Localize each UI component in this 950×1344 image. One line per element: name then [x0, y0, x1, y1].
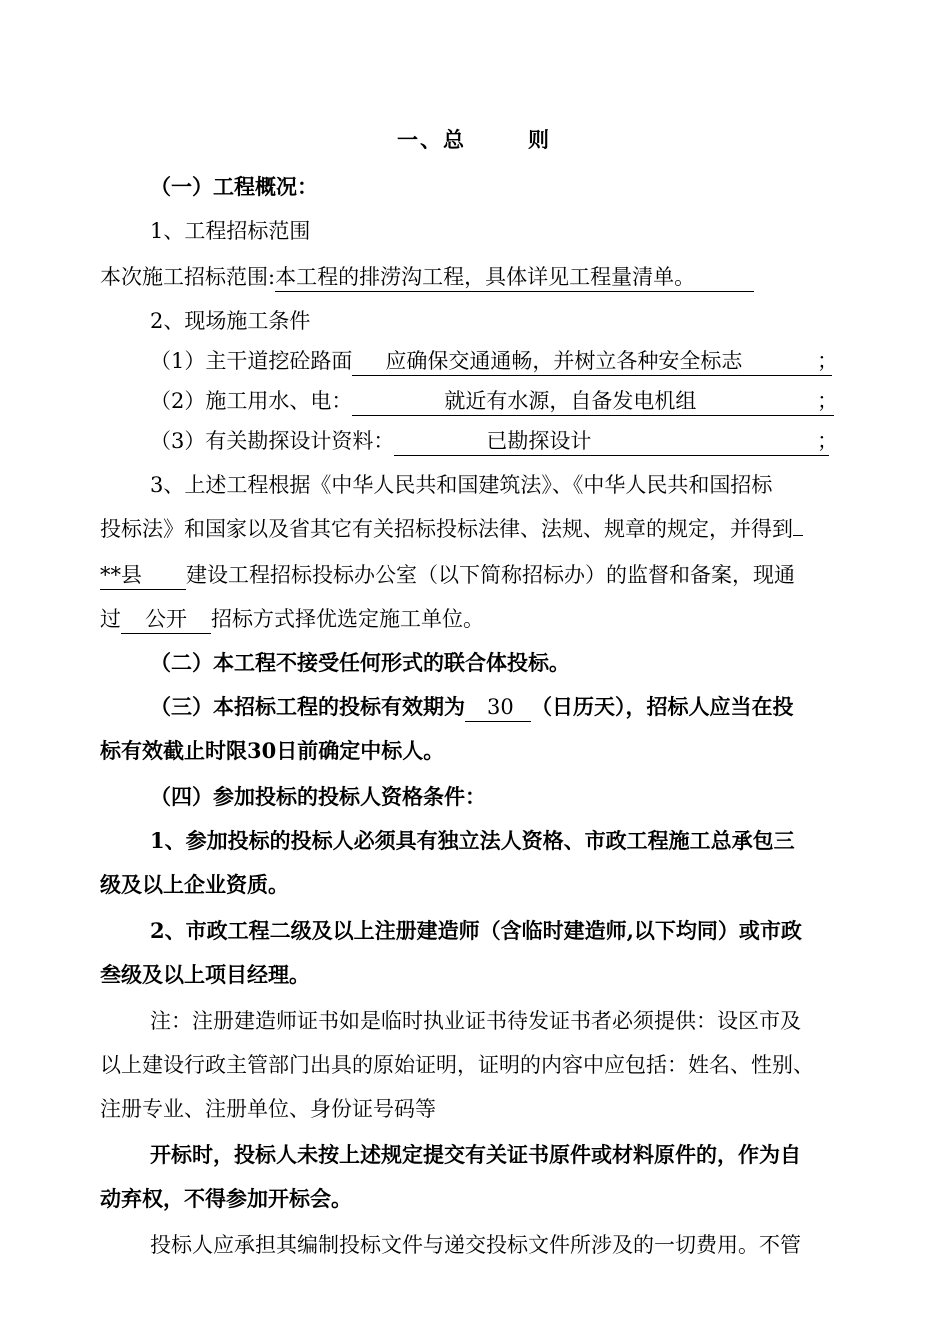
- item3-line3: **县 建设工程招标投标办公室（以下简称招标办）的监督和备案，现通: [100, 560, 795, 590]
- validity-days-field: 30: [465, 693, 531, 722]
- section-title-part1: 一、总: [397, 127, 466, 152]
- condition-1-value: 应确保交通通畅，并树立各种安全标志 ；: [352, 347, 832, 376]
- requirement-2-line1: 2、市政工程二级及以上注册建造师（含临时建造师,以下均同）或市政: [150, 918, 802, 943]
- item3-line2: 投标法》和国家以及省其它有关招标投标法律、法规、规章的规定，并得到: [100, 514, 803, 544]
- cost-line1: 投标人应承担其编制投标文件与递交投标文件所涉及的一切费用。不管: [150, 1233, 801, 1257]
- note-line1: 注：注册建造师证书如是临时执业证书待发证书者必须提供：设区市及: [150, 1009, 801, 1033]
- requirement-1-line2: 级及以上企业资质。: [100, 872, 289, 897]
- note-line3: 注册专业、注册单位、身份证号码等: [100, 1097, 436, 1121]
- method-field: 公开: [121, 605, 211, 634]
- scope-line: [100, 262, 754, 292]
- note-line2: 以上建设行政主管部门出具的原始证明，证明的内容中应包括：姓名、性别、: [100, 1053, 814, 1077]
- condition-3-label: （3）有关勘探设计资料：: [150, 429, 395, 453]
- requirement-1-line1: 1、参加投标的投标人必须具有独立法人资格、市政工程施工总承包三: [150, 828, 795, 853]
- no-consortium: （二）本工程不接受任何形式的联合体投标。: [150, 650, 570, 675]
- qualification-heading: （四）参加投标的投标人资格条件：: [150, 784, 486, 809]
- item1-label: 1、工程招标范围: [150, 219, 311, 243]
- requirement-2-line2: 叁级及以上项目经理。: [100, 962, 310, 987]
- condition-3-value: 已勘探设计 ；: [394, 427, 829, 456]
- condition-1: [150, 346, 838, 376]
- condition-2-label: （2）施工用水、电：: [150, 389, 353, 413]
- validity-line1: （三）本招标工程的投标有效期为 30 （日历天），招标人应当在投: [150, 692, 794, 722]
- condition-3: [150, 426, 838, 456]
- scope-label: 本次施工招标范围:: [100, 265, 276, 289]
- item3-line4: 过 公开 招标方式择优选定施工单位。: [100, 604, 484, 634]
- county-field: **县: [100, 561, 186, 590]
- condition-2-value: 就近有水源，自备发电机组 ；: [352, 387, 834, 416]
- scope-value: 本工程的排涝沟工程，具体详见工程量清单。: [275, 263, 754, 292]
- opening-line1: 开标时，投标人未按上述规定提交有关证书原件或材料原件的，作为自: [150, 1142, 801, 1167]
- condition-1-label: （1）主干道挖砼路面: [150, 349, 353, 373]
- section-title: [397, 125, 551, 155]
- condition-2: [150, 386, 838, 416]
- item3-line1: 3、上述工程根据《中华人民共和国建筑法》、《中华人民共和国招标: [150, 473, 773, 497]
- heading-overview: （一）工程概况：: [150, 174, 318, 199]
- opening-line2: 动弃权，不得参加开标会。: [100, 1186, 352, 1211]
- section-title-part2: 则: [528, 127, 551, 152]
- item2-label: 2、现场施工条件: [150, 309, 311, 333]
- validity-line2: 标有效截止时限30日前确定中标人。: [100, 738, 445, 763]
